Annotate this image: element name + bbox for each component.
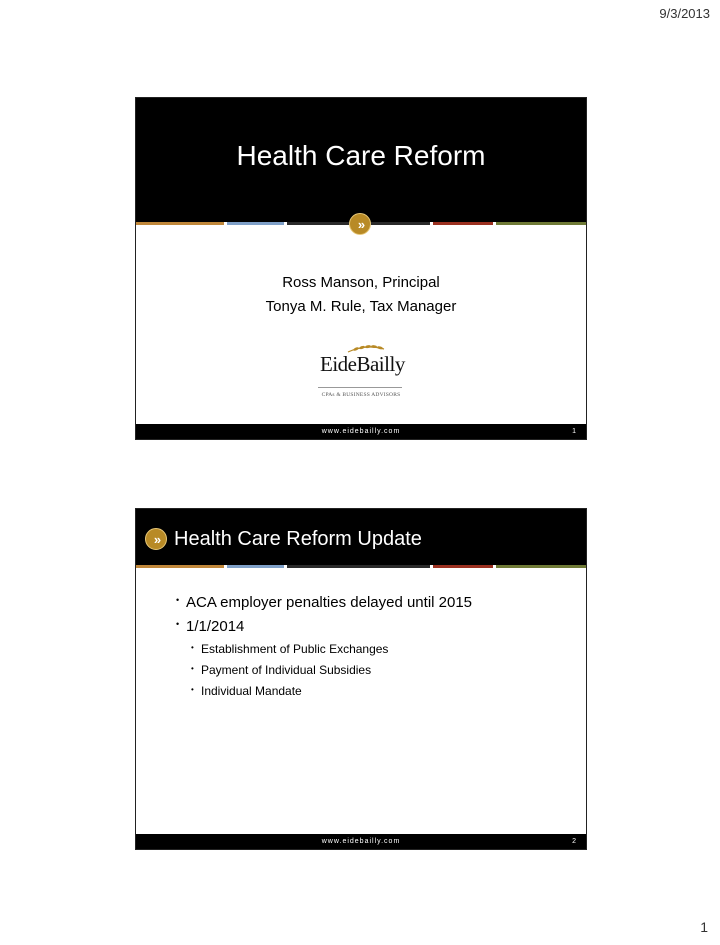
slide-footer <box>136 424 586 439</box>
logo-name: EideBailly <box>320 352 405 376</box>
title-banner <box>136 509 586 565</box>
footer-url: www.eidebailly.com <box>321 428 401 435</box>
company-logo <box>306 342 416 408</box>
slide-1 <box>135 97 587 440</box>
presenter-name: Ross Manson, Principal <box>282 274 440 291</box>
list-item: • 1/1/2014 <box>176 618 576 636</box>
page-date: 9/3/2013 <box>659 6 710 21</box>
color-stripe <box>136 565 586 568</box>
list-item: • ACA employer penalties delayed until 2015 <box>176 594 576 612</box>
sub-list-item: • Individual Mandate <box>191 684 576 699</box>
footer-url: www.eidebailly.com <box>321 838 401 845</box>
title-banner <box>136 98 586 222</box>
slide-title: Health Care Reform Update <box>174 528 422 550</box>
double-chevron-icon: » <box>349 213 371 235</box>
page-number: 1 <box>700 919 708 935</box>
presenter-name: Tonya M. Rule, Tax Manager <box>265 298 457 315</box>
slide-number: 2 <box>572 838 576 845</box>
bullet-list <box>176 594 576 705</box>
sub-list-item: • Payment of Individual Subsidies <box>191 663 576 678</box>
slide-title: Health Care Reform <box>236 140 486 171</box>
double-chevron-icon: » <box>145 528 167 550</box>
slide-footer <box>136 834 586 849</box>
slide-2 <box>135 508 587 850</box>
sub-list-item: • Establishment of Public Exchanges <box>191 642 576 657</box>
logo-tagline: CPAs & BUSINESS ADVISORS <box>321 392 401 398</box>
slide-number: 1 <box>572 428 576 435</box>
